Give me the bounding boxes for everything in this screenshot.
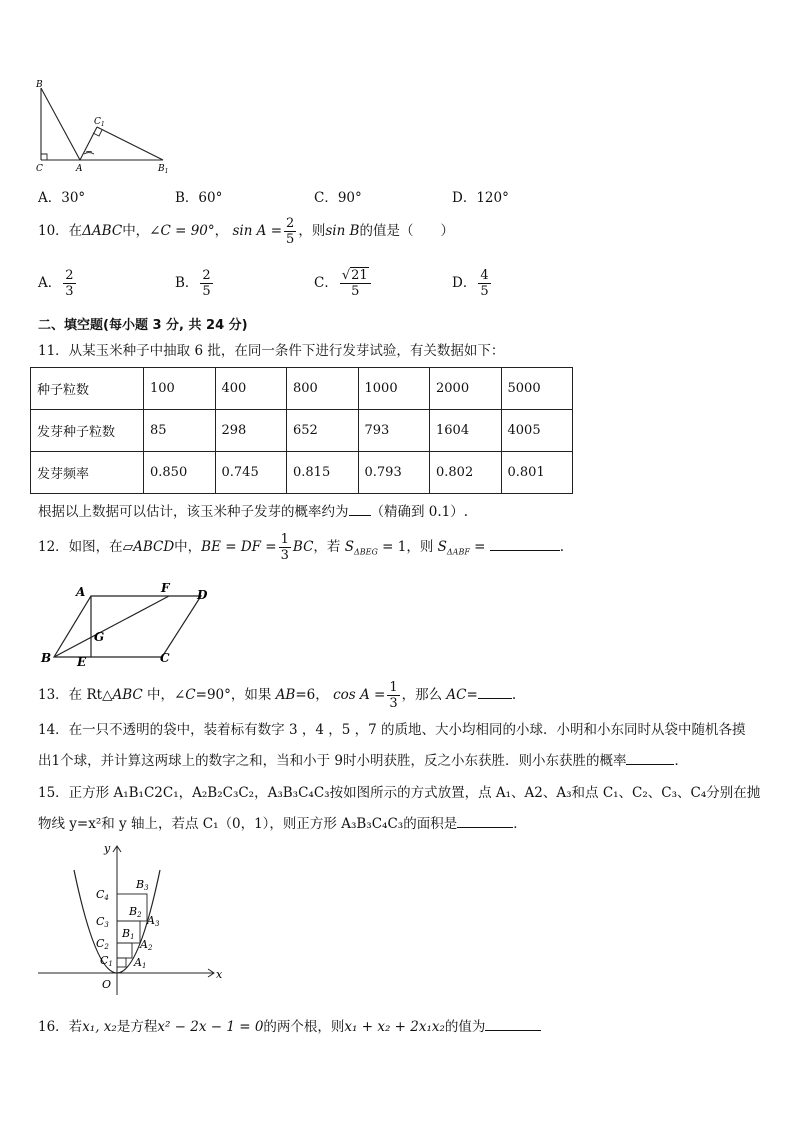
- q9-option-d: D．120°: [452, 190, 509, 206]
- q11-answer-blank[interactable]: [349, 501, 371, 516]
- q15-label-c3: C3: [96, 915, 109, 929]
- q11-stem: 11．从某玉米种子中抽取 6 批，在同一条件下进行发芽试验，有关数据如下：: [38, 343, 505, 359]
- q9-option-a: A．30°: [38, 190, 86, 206]
- q15-line-2: 物线 y=x²和 y 轴上，若点 C₁（0，1），则正方形 A₃B₃C₄C₃的面积是 ．: [38, 813, 527, 834]
- q10-option-d: D． $\frac{4}{5}$: [452, 268, 489, 299]
- q12-label-f: F: [161, 582, 170, 595]
- q12-label-a: A: [76, 585, 86, 599]
- q15-label-y: y: [104, 842, 111, 855]
- q12-label-g: G: [94, 630, 105, 644]
- q15-label-o: O: [102, 978, 112, 991]
- q12-label-c: C: [160, 651, 170, 665]
- q15-label-c2: C2: [96, 937, 109, 951]
- table-cell: 298: [215, 410, 287, 452]
- q15-parabola-figure: [34, 840, 229, 1000]
- table-cell: 0.793: [358, 452, 430, 494]
- q15-answer-blank[interactable]: [457, 813, 513, 828]
- q9-label-b: B: [36, 80, 43, 90]
- q9-label-a: A: [76, 164, 83, 174]
- q9-label-b1: $B_1$: [158, 164, 169, 175]
- table-cell: 0.802: [430, 452, 502, 494]
- table-cell: 793: [358, 410, 430, 452]
- table-cell: 0.745: [215, 452, 287, 494]
- table-cell: 1604: [430, 410, 502, 452]
- q15-label-b3: B3: [136, 878, 149, 892]
- q15-label-c1: C1: [100, 954, 113, 968]
- q15-label-x: x: [216, 968, 223, 981]
- q15-label-b2: B2: [129, 905, 142, 919]
- table-row: [31, 452, 573, 494]
- q10-stem: 10．在ΔABC中，∠C = 90°， sin A = $\frac{2}{5}$ ，则sin B的值是（ ）: [38, 216, 454, 247]
- q15-line-1: 15．正方形 A₁B₁C2C₁，A₂B₂C₃C₂，A₃B₃C₄C₃按如图所示的方式放置，点 A₁、A2、A₃和点 C₁、C₂、C₃、C₄分别在抛: [38, 785, 761, 801]
- q15-label-c4: C4: [96, 888, 109, 902]
- q10-option-c: C． $\frac{√21}{5}$: [314, 268, 373, 299]
- q9-label-c1: $C_1$: [94, 117, 105, 128]
- q13-answer-blank[interactable]: [478, 684, 512, 699]
- q15-label-a3: A3: [147, 914, 160, 928]
- q9-label-c: C: [36, 164, 43, 174]
- table-cell: 85: [144, 410, 216, 452]
- table-cell: 100: [144, 368, 216, 410]
- section-title-fill-blank: 二、填空题(每小题 3 分, 共 24 分): [38, 318, 248, 333]
- table-cell: 发芽种子粒数: [31, 410, 144, 452]
- q14-answer-blank[interactable]: [626, 750, 674, 765]
- table-row: [31, 368, 573, 410]
- q12-parallelogram-figure: [36, 582, 226, 672]
- q9-figure: [30, 78, 180, 178]
- q15-label-a1: A1: [134, 956, 147, 970]
- q15-label-a2: A2: [140, 938, 153, 952]
- table-cell: 5000: [501, 368, 573, 410]
- q16-stem: 16．若x₁, x₂是方程x² − 2x − 1 = 0的两个根，则x₁ + x₂ + 2x₁x₂的值为: [38, 1016, 541, 1037]
- q14-line-1: 14．在一只不透明的袋中，装着标有数字 3 ，4 ，5 ，7 的质地、大小均相同的小球．小明和小东同时从袋中随机各摸: [38, 722, 746, 738]
- q9-option-b: B．60°: [175, 190, 223, 206]
- q12-stem: 12．如图，在▱ABCD中，BE = DF = $\frac{1}{3}$ BC，若 $S_{\Delta BEG} = 1$，则 $S_{\Delta ABF}$ = .: [38, 532, 565, 563]
- table-cell: 652: [287, 410, 359, 452]
- table-cell: 2000: [430, 368, 502, 410]
- q10-option-a: A． $\frac{2}{3}$: [38, 268, 74, 299]
- table-cell: 发芽频率: [31, 452, 144, 494]
- table-row: [31, 410, 573, 452]
- table-cell: 4005: [501, 410, 573, 452]
- table-cell: 0.815: [287, 452, 359, 494]
- q9-option-c: C．90°: [314, 190, 362, 206]
- q12-label-b: B: [41, 651, 52, 665]
- q12-label-e: E: [77, 655, 87, 669]
- table-cell: 1000: [358, 368, 430, 410]
- q12-label-d: D: [197, 588, 208, 602]
- table-cell: 800: [287, 368, 359, 410]
- table-cell: 0.801: [501, 452, 573, 494]
- q10-option-b: B． $\frac{2}{5}$: [175, 268, 211, 299]
- q14-line-2: 出1个球，并计算这两球上的数字之和，当和小于 9时小明获胜，反之小东获胜．则小东获胜的概率 ．: [38, 750, 688, 771]
- q12-answer-blank[interactable]: [490, 536, 560, 551]
- q15-label-b1: B1: [122, 927, 135, 941]
- table-cell: 0.850: [144, 452, 216, 494]
- q16-answer-blank[interactable]: [485, 1016, 541, 1031]
- table-cell: 400: [215, 368, 287, 410]
- q13-stem: 13．在 Rt△ABC 中，∠C=90°，如果 AB=6， cos A = $\frac{1}{3}$ ，那么 AC= .: [38, 680, 517, 711]
- q11-question: 根据以上数据可以估计，该玉米种子发芽的概率约为 （精确到 0.1）.: [38, 501, 468, 522]
- q11-data-table: [30, 367, 573, 494]
- table-cell: 种子粒数: [31, 368, 144, 410]
